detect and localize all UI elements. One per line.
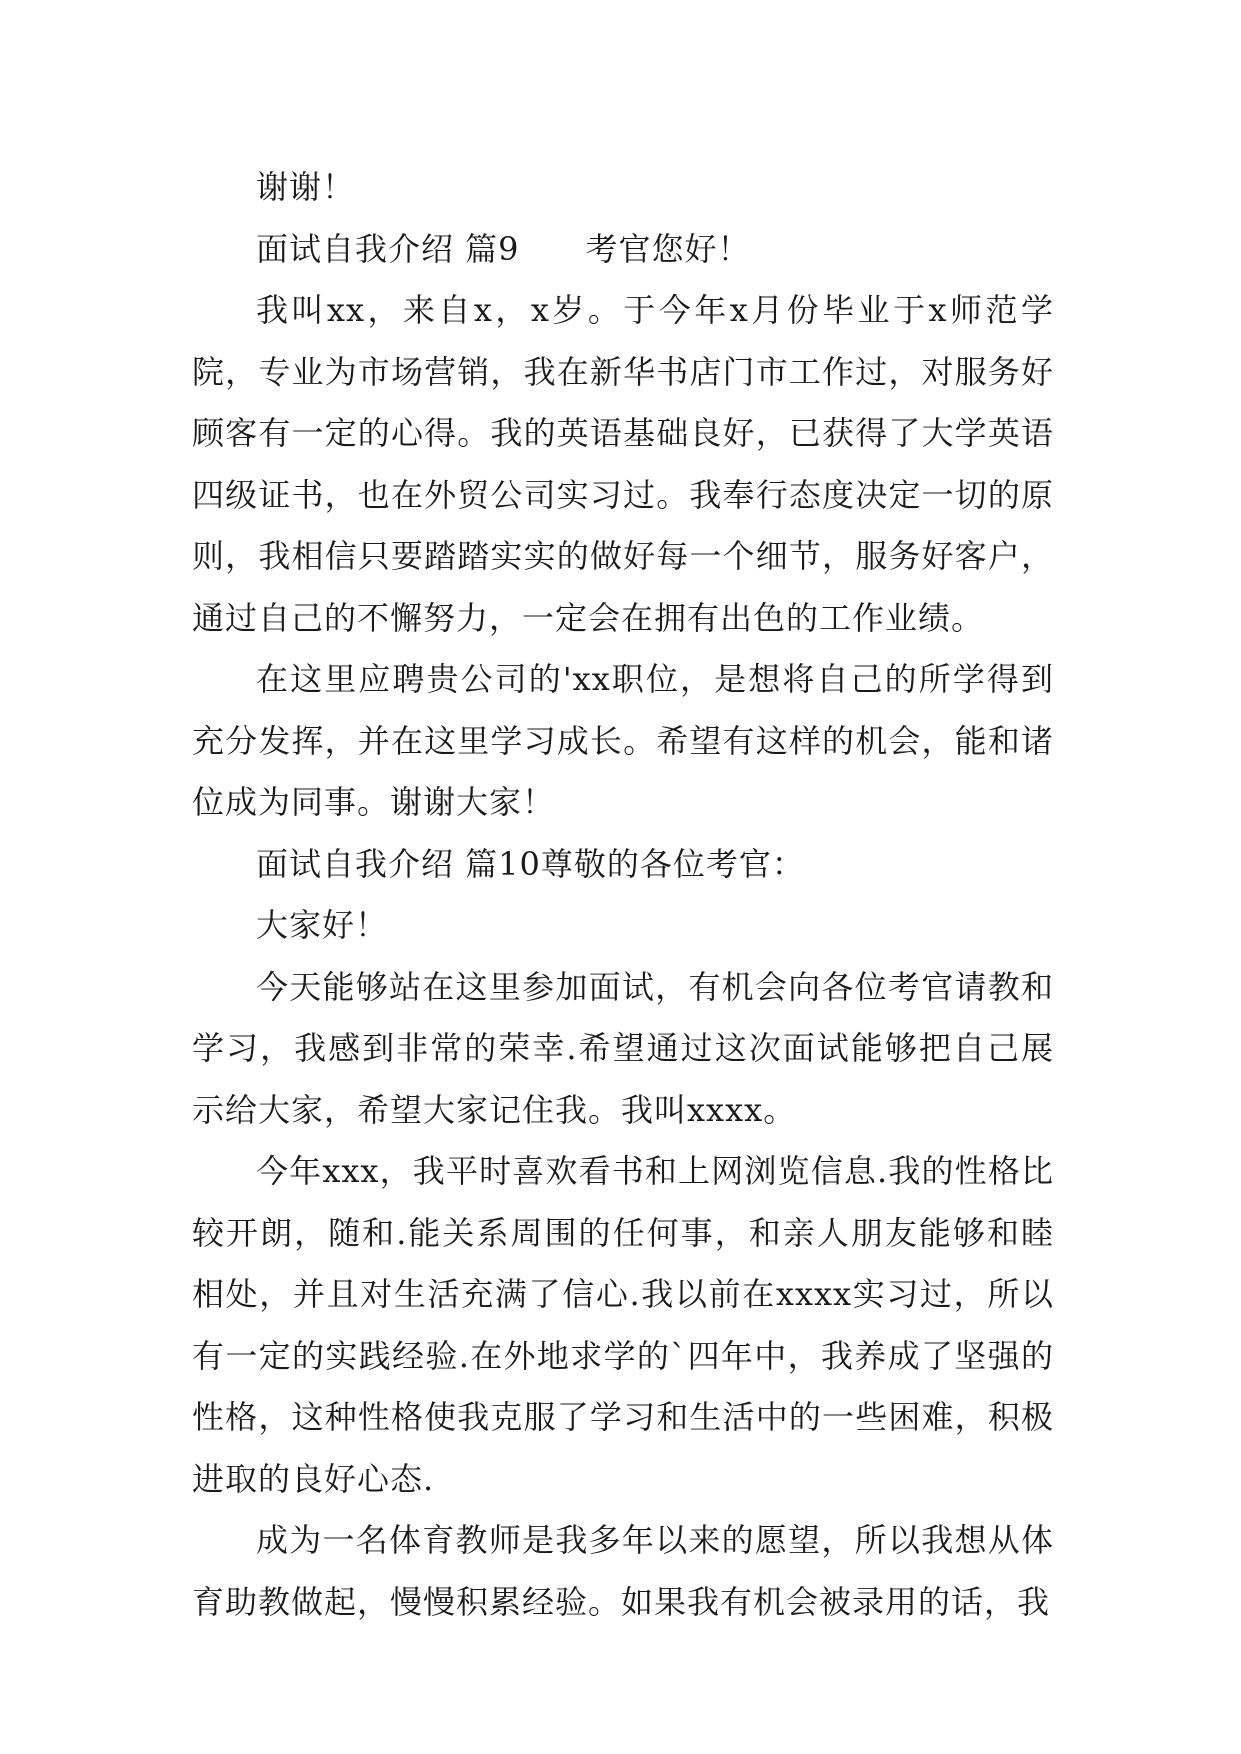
paragraph-personality-10: 今年xxx，我平时喜欢看书和上网浏览信息.我的性格比较开朗，随和.能关系周围的任何事，和亲人朋友能够和睦相处，并且对生活充满了信心.我以前在xxxx实习过，所以有一定的实践经验.在外地求学的`四年中，我养成了坚强的性格，这种性格使我克服了学习和生活中的一些困难，积极进取的良好心态. xyxy=(192,1152,1054,1498)
paragraph-thanks: 谢谢！ xyxy=(256,168,356,206)
paragraph-application-9: 在这里应聘贵公司的'xx职位，是想将自己的所学得到充分发挥，并在这里学习成长。希望有这样的机会，能和诸位成为同事。谢谢大家！ xyxy=(192,660,1054,821)
section-heading-10: 面试自我介绍 篇10尊敬的各位考官： xyxy=(256,844,805,883)
paragraph-greeting-10: 大家好！ xyxy=(256,906,389,944)
document-body xyxy=(192,157,1054,1633)
paragraph-intro-9: 我叫xx，来自x，x岁。于今年x月份毕业于x师范学院，专业为市场营销，我在新华书店门市工作过，对服务好顾客有一定的心得。我的英语基础良好，已获得了大学英语四级证书，也在外贸公司实习过。我奉行态度决定一切的原则，我相信只要踏踏实实的做好每一个细节，服务好客户，通过自己的不懈努力，一定会在拥有出色的工作业绩。 xyxy=(192,291,1054,637)
section-heading-9: 面试自我介绍 篇9 考官您好！ xyxy=(256,229,751,268)
paragraph-opening-10: 今天能够站在这里参加面试，有机会向各位考官请教和学习，我感到非常的荣幸.希望通过这次面试能够把自己展示给大家，希望大家记住我。我叫xxxx。 xyxy=(192,967,1054,1129)
paragraph-goal-10: 成为一名体育教师是我多年以来的愿望，所以我想从体育助教做起，慢慢积累经验。如果我有机会被录用的话，我 xyxy=(192,1521,1054,1621)
